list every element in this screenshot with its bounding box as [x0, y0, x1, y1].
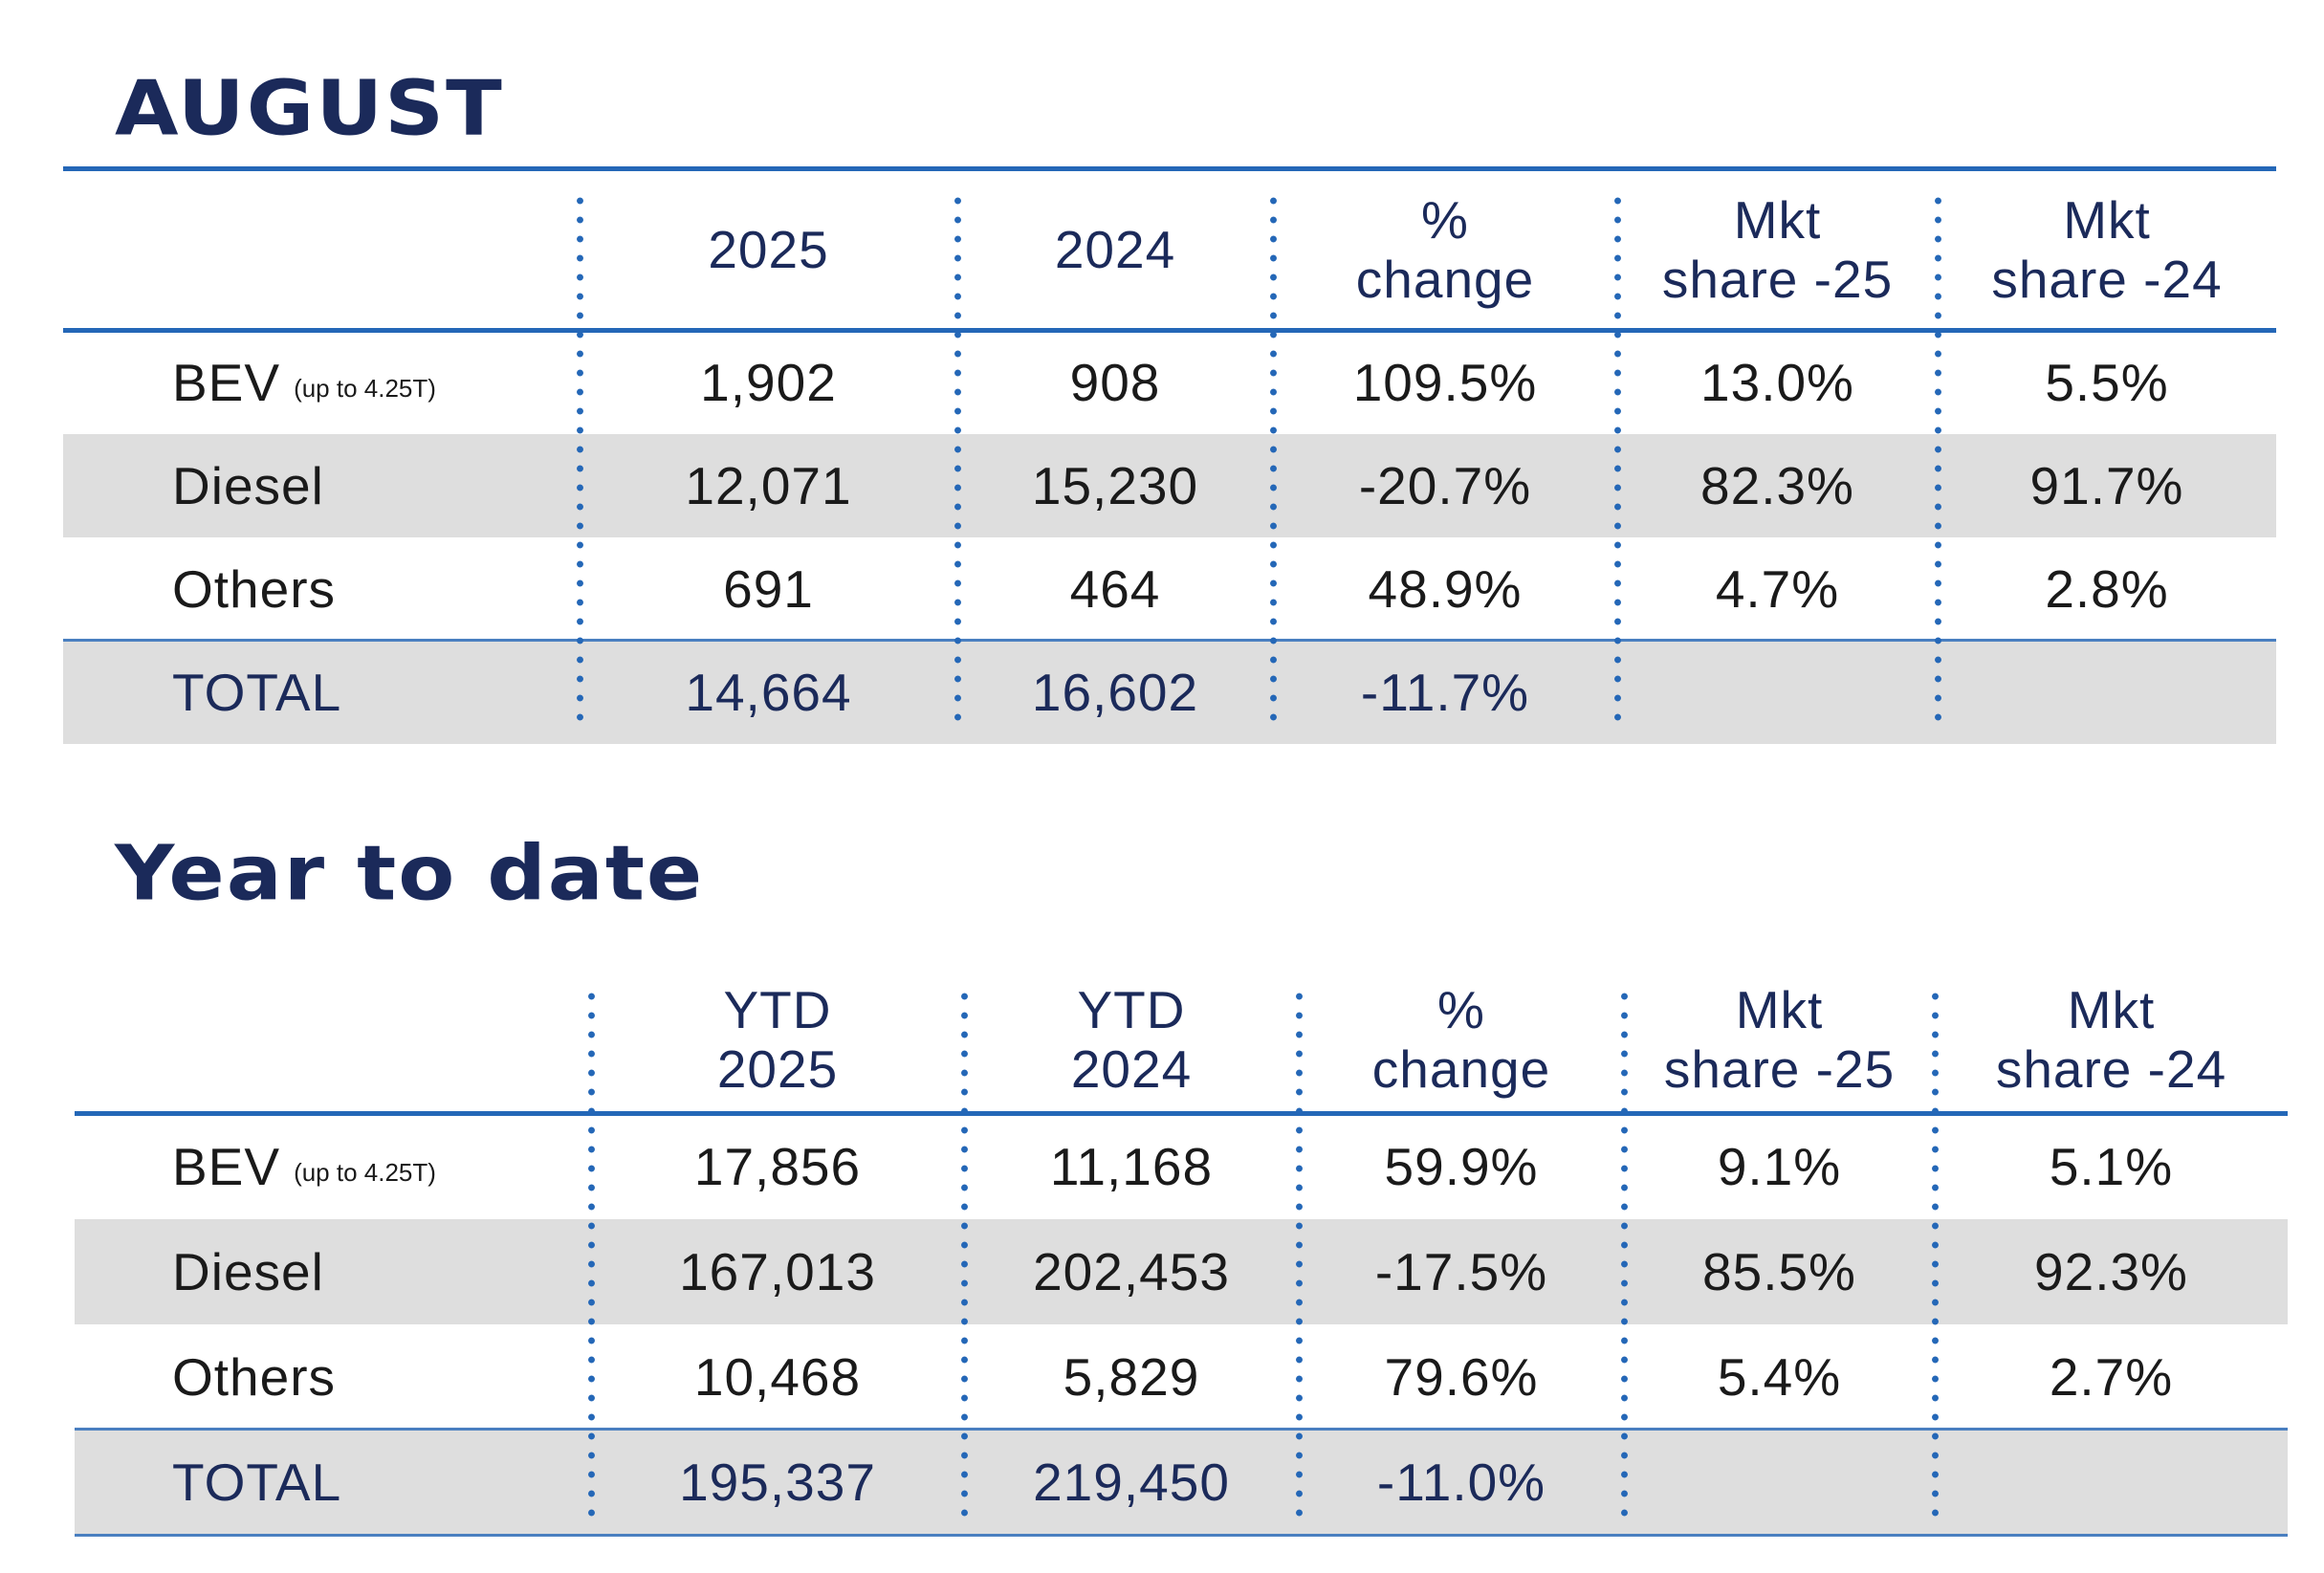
data-cell: 464	[1069, 559, 1161, 619]
column-header-line: YTD	[1077, 979, 1186, 1039]
column-header-line: 2025	[716, 1038, 839, 1099]
column-divider	[588, 987, 595, 1518]
year-to-date-title: Year to date	[115, 830, 705, 918]
data-cell: 85.5%	[1702, 1242, 1856, 1301]
column-header-line: change	[1371, 1038, 1551, 1099]
column-header-line: change	[1355, 250, 1535, 309]
top-rule	[63, 166, 2276, 171]
data-cell: 109.5%	[1352, 353, 1538, 412]
data-cell: 2.8%	[2045, 559, 2169, 619]
data-cell: -11.7%	[1360, 663, 1530, 722]
bottom-rule	[75, 1534, 2288, 1537]
data-cell: 16,602	[1031, 663, 1199, 722]
column-header	[1273, 170, 1617, 331]
data-cell: 195,337	[679, 1453, 876, 1512]
data-cell: 202,453	[1033, 1242, 1230, 1301]
data-cell: -17.5%	[1374, 1242, 1548, 1301]
row-label	[172, 1219, 591, 1324]
column-header-line: 2024	[1070, 1038, 1193, 1099]
column-header-line: Mkt	[2067, 979, 2156, 1039]
column-header	[964, 966, 1299, 1114]
data-cell: 219,450	[1033, 1453, 1230, 1512]
data-cell: 82.3%	[1700, 456, 1854, 515]
column-divider	[954, 191, 961, 727]
column-header-line: share -25	[1663, 1038, 1896, 1099]
row-label	[172, 434, 580, 537]
total-row	[63, 641, 2276, 744]
column-header-line: share -24	[1995, 1038, 2227, 1099]
data-cell: -20.7%	[1358, 456, 1532, 515]
data-cell: 48.9%	[1368, 559, 1523, 619]
data-cell: 15,230	[1031, 456, 1199, 515]
row-label-note: (up to 4.25T)	[294, 373, 436, 403]
header-rule	[63, 328, 2276, 333]
row-label	[172, 641, 580, 744]
column-header	[580, 170, 957, 331]
row-label	[172, 1114, 591, 1219]
row-label	[172, 537, 580, 641]
data-cell: 5.4%	[1717, 1347, 1842, 1407]
data-cell: 4.7%	[1715, 559, 1840, 619]
data-cell: 91.7%	[2029, 456, 2184, 515]
year-to-date-table	[75, 966, 2288, 1535]
column-header	[1935, 966, 2288, 1114]
row-label-text: BEV	[172, 1137, 281, 1196]
data-cell: 92.3%	[2034, 1242, 2188, 1301]
column-divider	[1270, 191, 1277, 727]
column-header-line: 2025	[708, 220, 829, 280]
column-divider	[1932, 987, 1939, 1518]
column-header-line: Mkt	[1733, 190, 1822, 251]
column-header	[1617, 170, 1938, 331]
data-cell: 9.1%	[1717, 1137, 1842, 1196]
column-header-line: share -25	[1661, 250, 1894, 309]
data-cell	[1938, 641, 2276, 744]
column-header-line: YTD	[723, 979, 832, 1039]
column-header	[1299, 966, 1624, 1114]
column-header-line: 2024	[1054, 220, 1176, 280]
table-row	[75, 1324, 2288, 1430]
total-row	[75, 1430, 2288, 1535]
column-header-line: Mkt	[1735, 979, 1824, 1039]
data-cell: 2.7%	[2049, 1347, 2174, 1407]
row-label-text: TOTAL	[172, 1453, 342, 1512]
data-cell: 13.0%	[1700, 353, 1854, 412]
august-title: AUGUST	[115, 65, 504, 153]
data-cell: 17,856	[693, 1137, 862, 1196]
data-cell: 79.6%	[1384, 1347, 1539, 1407]
data-cell: 59.9%	[1384, 1137, 1539, 1196]
total-rule	[75, 1428, 2288, 1431]
row-label-text: Others	[172, 1347, 337, 1407]
data-cell: -11.0%	[1376, 1453, 1546, 1512]
row-label-text: Others	[172, 559, 337, 619]
table-row	[75, 1114, 2288, 1219]
data-cell: 10,468	[693, 1347, 862, 1407]
row-label-text: BEV	[172, 353, 281, 412]
row-label-text: Diesel	[172, 456, 324, 515]
row-label-note: (up to 4.25T)	[294, 1157, 436, 1187]
header-row	[75, 966, 2288, 1114]
column-header	[957, 170, 1273, 331]
data-cell: 1,902	[700, 353, 837, 412]
row-label	[172, 1430, 591, 1535]
row-label-text: Diesel	[172, 1242, 324, 1301]
data-cell: 5.1%	[2049, 1137, 2174, 1196]
row-label	[172, 331, 580, 434]
data-cell: 5,829	[1063, 1347, 1200, 1407]
column-header	[1938, 170, 2276, 331]
row-label-text: TOTAL	[172, 663, 342, 722]
row-label	[172, 1324, 591, 1430]
data-cell: 691	[723, 559, 814, 619]
data-cell: 5.5%	[2045, 353, 2169, 412]
table-row	[63, 331, 2276, 434]
header-row	[63, 170, 2276, 331]
column-divider	[1614, 191, 1621, 727]
august-table	[63, 170, 2276, 744]
data-cell	[1617, 641, 1938, 744]
column-divider	[577, 191, 583, 727]
column-header-line: %	[1421, 190, 1469, 251]
column-header-line: %	[1437, 979, 1485, 1039]
column-divider	[1296, 987, 1303, 1518]
table-row	[63, 434, 2276, 537]
data-cell: 14,664	[685, 663, 852, 722]
column-divider	[961, 987, 968, 1518]
column-header-line: Mkt	[2063, 190, 2151, 251]
column-header	[1624, 966, 1935, 1114]
column-divider	[1621, 987, 1628, 1518]
data-cell	[1935, 1430, 2288, 1535]
column-header-line: share -24	[1991, 250, 2223, 309]
data-cell: 167,013	[679, 1242, 876, 1301]
data-cell: 12,071	[685, 456, 852, 515]
total-rule	[63, 639, 2276, 642]
table-row	[75, 1219, 2288, 1324]
column-divider	[1935, 191, 1941, 727]
data-cell	[1624, 1430, 1935, 1535]
column-header	[591, 966, 964, 1114]
data-cell: 11,168	[1049, 1137, 1214, 1196]
table-row	[63, 537, 2276, 641]
data-cell: 908	[1069, 353, 1161, 412]
header-rule	[75, 1111, 2288, 1116]
